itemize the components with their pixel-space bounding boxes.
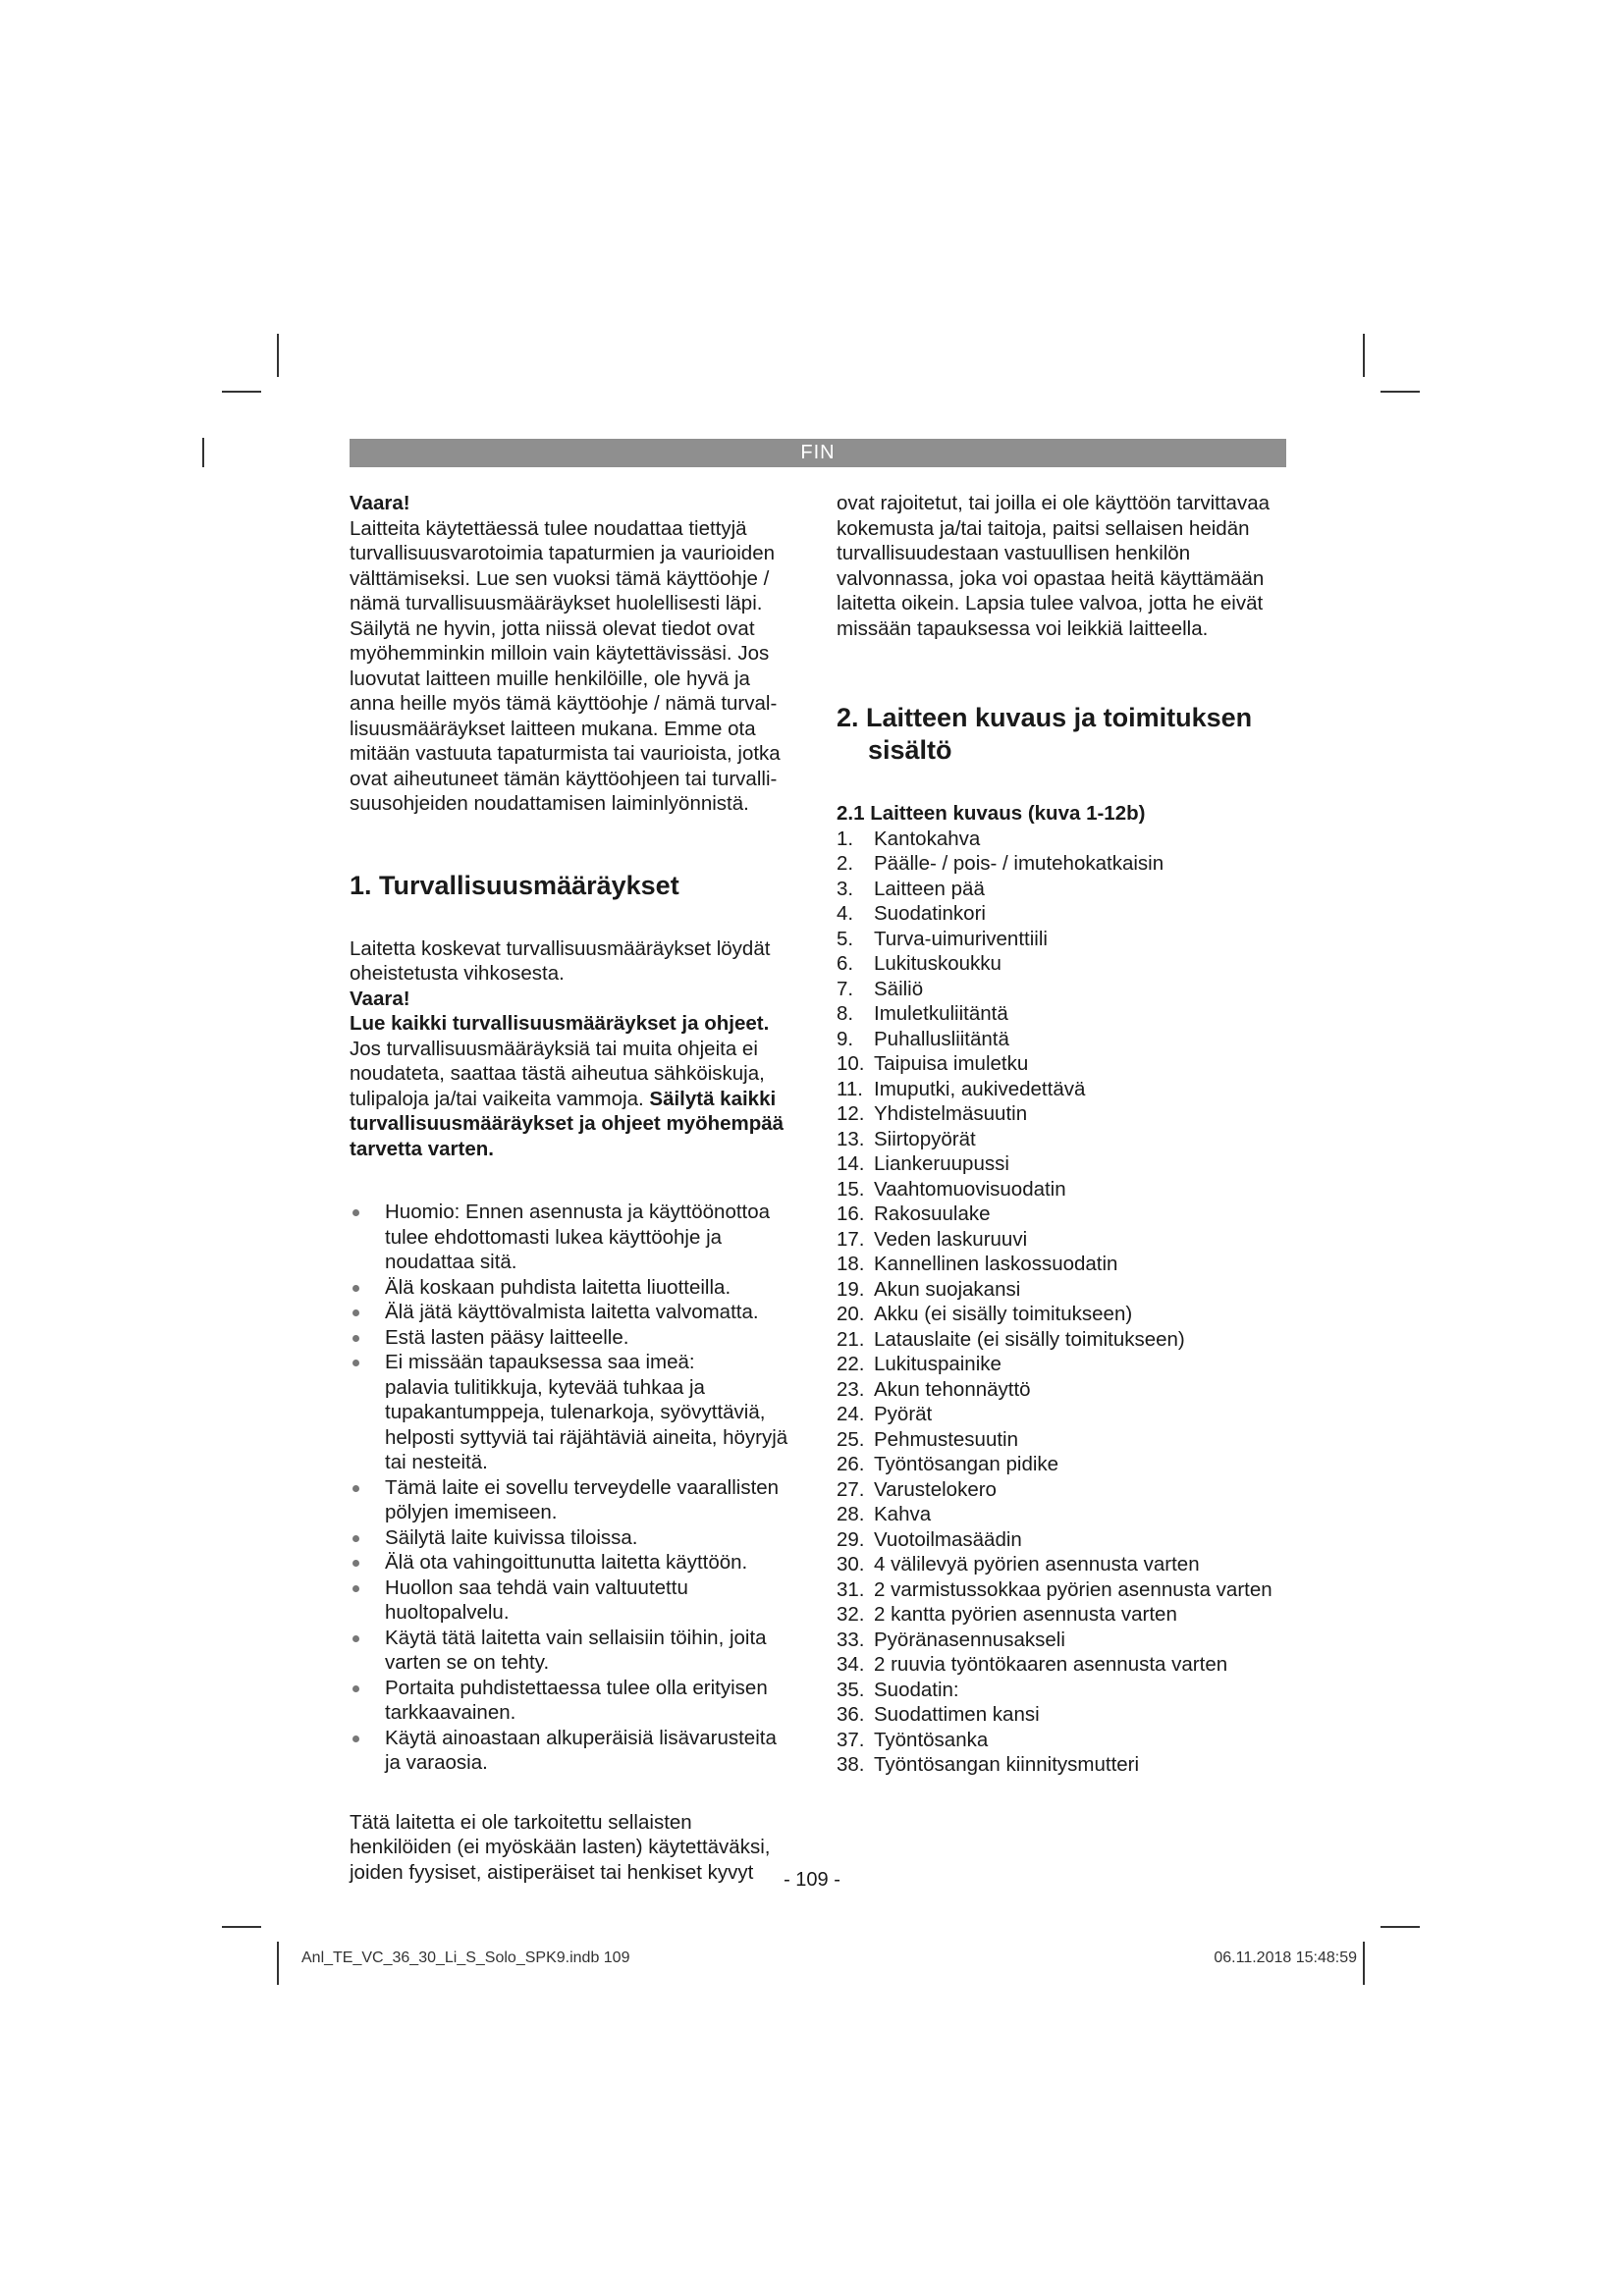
bullet-icon: [352, 1585, 359, 1592]
text-line: tai nesteitä.: [385, 1451, 488, 1473]
footer-datetime: 06.11.2018 15:48:59: [1214, 1949, 1357, 1966]
parts-list-item: [837, 1001, 1286, 1027]
list-item: [350, 1325, 801, 1351]
list-item: [350, 1200, 801, 1275]
part-number: 13.: [837, 1127, 865, 1150]
text-line: kokemusta ja/tai taitoja, paitsi sellaisen heidän: [837, 516, 1250, 540]
parts-list-item: [837, 1728, 1286, 1753]
text-line: valvonnassa, joka voi opastaa heitä käyttämään: [837, 566, 1265, 590]
parts-list-item: [837, 1077, 1286, 1102]
parts-list-item: [837, 1151, 1286, 1177]
parts-list-item: [837, 1628, 1286, 1653]
text-line: noudateta, saattaa tästä aiheutua sähköiskuja,: [350, 1062, 765, 1085]
parts-list-item: [837, 1427, 1286, 1453]
bullet-icon: [352, 1360, 359, 1366]
parts-list-item: [837, 901, 1286, 927]
part-label: Säiliö: [874, 977, 924, 1000]
part-label: Kantokahva: [874, 827, 981, 850]
parts-list-item: [837, 1302, 1286, 1327]
parts-list-item: [837, 1177, 1286, 1202]
text-line: välttämiseksi. Lue sen vuoksi tämä käyttöohje /: [350, 566, 770, 590]
text-line: Säilytä laite kuivissa tiloissa.: [385, 1525, 638, 1549]
part-number: 23.: [837, 1377, 865, 1401]
text-line: Huollon saa tehdä vain valtuutettu: [385, 1575, 688, 1599]
parts-list-item: [837, 951, 1286, 977]
list-item: [350, 1525, 801, 1551]
crop-mark: [277, 1942, 279, 1985]
parts-list-item: [837, 1577, 1286, 1603]
part-label: Kannellinen laskossuodatin: [874, 1253, 1118, 1275]
bullet-icon: [352, 1735, 359, 1742]
part-number: 31.: [837, 1577, 865, 1601]
text-line: turvallisuusvarotoimia tapaturmien ja vaurioiden: [350, 542, 775, 564]
list-item: [350, 1275, 801, 1301]
part-number: 3.: [837, 877, 854, 900]
parts-list-item: [837, 977, 1286, 1002]
part-label: Työntösangan kiinnitysmutteri: [874, 1753, 1140, 1776]
language-header-bar: [350, 439, 1286, 467]
bullet-icon: [352, 1285, 359, 1292]
text-line: pölyjen imemiseen.: [385, 1501, 558, 1523]
part-number: 35.: [837, 1678, 865, 1701]
text-line: noudattaa sitä.: [385, 1251, 517, 1273]
text-line: Säilytä ne hyvin, jotta niissä olevat tiedot ovat: [350, 616, 755, 640]
safety-bullet-list: [350, 1200, 801, 1776]
part-number: 5.: [837, 927, 854, 950]
text-line: Portaita puhdistettaessa tulee olla erityisen: [385, 1676, 768, 1699]
bullet-icon: [352, 1635, 359, 1642]
part-number: 33.: [837, 1628, 865, 1651]
parts-list-item: [837, 1051, 1286, 1077]
part-label: 2 ruuvia työntökaaren asennusta varten: [874, 1653, 1228, 1676]
parts-list-item: [837, 1678, 1286, 1703]
parts-list-item: [837, 1252, 1286, 1277]
text-line: nämä turvallisuusmääräykset huolellisesti läpi.: [350, 592, 763, 614]
part-number: 29.: [837, 1527, 865, 1551]
part-label: Lukituspainike: [874, 1353, 1001, 1375]
part-number: 26.: [837, 1453, 865, 1475]
part-number: 19.: [837, 1277, 865, 1301]
parts-list-item: [837, 1227, 1286, 1253]
parts-list-item: [837, 1702, 1286, 1728]
text-line: Laitteita käytettäessä tulee noudattaa tiettyjä: [350, 516, 747, 540]
title-line: 2. Laitteen kuvaus ja toimituksen: [837, 703, 1253, 732]
bullet-icon: [352, 1335, 359, 1342]
part-number: 1.: [837, 827, 854, 850]
warning-bold-line: Lue kaikki turvallisuusmääräykset ja ohjeet.: [350, 1012, 770, 1035]
part-number: 27.: [837, 1477, 865, 1501]
part-number: 24.: [837, 1403, 865, 1425]
part-label: Rakosuulake: [874, 1202, 991, 1225]
list-item: [350, 1350, 801, 1475]
part-label: Suodattimen kansi: [874, 1703, 1040, 1726]
parts-list-item: [837, 1201, 1286, 1227]
text-line: Älä ota vahingoittunutta laitetta käyttöön.: [385, 1551, 748, 1574]
part-number: 11.: [837, 1077, 863, 1100]
part-label: Työntösanka: [874, 1728, 989, 1751]
page-number: - 109 -: [784, 1869, 840, 1891]
text-line: Huomio: Ennen asennusta ja käyttöönottoa: [385, 1201, 771, 1223]
text-line: myöhemminkin milloin vain käytettävissäsi. Jos: [350, 642, 770, 665]
parts-list-item: [837, 1477, 1286, 1503]
list-item: [350, 1676, 801, 1726]
part-number: 12.: [837, 1102, 865, 1125]
text-line: ovat aiheutuneet tämän käyttöohjeen tai turvalli-: [350, 767, 778, 790]
part-label: Puhallusliitäntä: [874, 1027, 1009, 1050]
text-line: laitetta oikein. Lapsia tulee valvoa, jotta he eivät: [837, 592, 1264, 614]
parts-list-item: [837, 1377, 1286, 1403]
crop-mark: [1363, 334, 1365, 377]
text-line: Älä koskaan puhdista laitetta liuotteilla.: [385, 1275, 731, 1299]
part-label: Liankeruupussi: [874, 1152, 1009, 1175]
part-number: 16.: [837, 1202, 865, 1225]
parts-list-item: [837, 927, 1286, 952]
parts-list-item: [837, 1027, 1286, 1052]
part-label: Taipuisa imuletku: [874, 1052, 1029, 1075]
part-label: Akun tehonnäyttö: [874, 1377, 1031, 1401]
part-number: 32.: [837, 1603, 865, 1626]
parts-list-item: [837, 1402, 1286, 1427]
parts-list: [837, 827, 1286, 1778]
part-label: Päälle- / pois- / imutehokatkaisin: [874, 852, 1164, 875]
part-label: Vuotoilmasäädin: [874, 1527, 1022, 1551]
text-line: ovat rajoitetut, tai joilla ei ole käyttöön tarvittavaa: [837, 492, 1270, 514]
text-line: helposti syttyviä tai räjähtäviä aineita, höyryjä: [385, 1425, 788, 1449]
text-line: Estä lasten pääsy laitteelle.: [385, 1325, 629, 1349]
part-label: 2 kantta pyörien asennusta varten: [874, 1603, 1177, 1626]
text-line: tupakantumppeja, tulenarkoja, syövyttäviä,: [385, 1401, 766, 1423]
text-line: huoltopalvelu.: [385, 1601, 510, 1624]
text-line: Tämä laite ei sovellu terveydelle vaarallisten: [385, 1475, 780, 1499]
list-item: [350, 1575, 801, 1626]
language-label: FIN: [800, 442, 836, 463]
part-label: Pyöränasennusakseli: [874, 1628, 1065, 1651]
parts-list-item: [837, 877, 1286, 902]
part-label: Akun suojakansi: [874, 1277, 1021, 1301]
part-label: Akku (ei sisälly toimitukseen): [874, 1303, 1133, 1325]
bullet-icon: [352, 1535, 359, 1542]
part-number: 37.: [837, 1728, 865, 1751]
text-line: turvallisuudestaan vastuullisen henkilön: [837, 542, 1191, 564]
text-line: tulee ehdottomasti lukea käyttöohje ja: [385, 1225, 723, 1249]
part-label: Imuputki, aukivedettävä: [874, 1077, 1086, 1100]
intro-paragraph: [350, 516, 801, 817]
parts-list-item: [837, 1602, 1286, 1628]
part-label: Lukituskoukku: [874, 952, 1001, 975]
text-line: Käytä tätä laitetta vain sellaisiin töihin, joita: [385, 1626, 767, 1649]
parts-list-item: [837, 1277, 1286, 1303]
section-1-title: 1. Turvallisuusmääräykset: [350, 870, 679, 900]
text-line: ja varaosia.: [385, 1751, 488, 1774]
warning-title: Vaara!: [350, 987, 410, 1010]
part-label: 4 välilevyä pyörien asennusta varten: [874, 1553, 1200, 1575]
text-span: tulipaloja ja/tai vaikeita vammoja.: [350, 1087, 644, 1110]
part-label: Pehmustesuutin: [874, 1427, 1019, 1451]
part-label: Imuletkuliitäntä: [874, 1002, 1008, 1025]
crop-mark: [277, 334, 279, 377]
part-label: Työntösangan pidike: [874, 1453, 1059, 1475]
list-item: [350, 1626, 801, 1676]
part-label: Kahva: [874, 1503, 932, 1525]
crop-mark: [1380, 391, 1420, 393]
text-line: henkilöiden (ei myöskään lasten) käytettäväksi,: [350, 1836, 771, 1858]
text-line: missään tapauksessa voi leikkiä laitteella.: [837, 616, 1209, 640]
part-number: 20.: [837, 1303, 865, 1325]
part-number: 34.: [837, 1653, 865, 1676]
text-line: oheistetusta vihkosesta.: [350, 962, 565, 985]
text-line: tarkkaavainen.: [385, 1701, 516, 1724]
list-item: [350, 1300, 801, 1325]
part-label: Latauslaite (ei sisälly toimitukseen): [874, 1327, 1185, 1351]
part-label: Suodatin:: [874, 1678, 959, 1701]
part-number: 6.: [837, 952, 854, 975]
crop-mark: [202, 438, 204, 467]
text-line: turvallisuusmääräykset ja ohjeet myöhempää: [350, 1112, 785, 1135]
part-label: Turva-uimuriventtiili: [874, 927, 1048, 950]
continuation-paragraph: [837, 491, 1286, 641]
parts-list-item: [837, 1527, 1286, 1553]
text-line: joiden fyysiset, aistiperäiset tai henkiset kyvyt: [350, 1860, 754, 1884]
part-number: 9.: [837, 1027, 854, 1050]
subsection-2-1-title: 2.1 Laitteen kuvaus (kuva 1-12b): [837, 802, 1146, 825]
right-column: [837, 491, 1286, 1778]
part-number: 28.: [837, 1503, 865, 1525]
list-item: [350, 1726, 801, 1776]
intro-title: Vaara!: [350, 492, 410, 514]
text-line: Tätä laitetta ei ole tarkoitettu sellaisten: [350, 1810, 692, 1834]
text-line: lisuusmääräykset laitteen mukana. Emme ota: [350, 717, 756, 740]
part-number: 14.: [837, 1152, 865, 1175]
list-item: [350, 1475, 801, 1525]
bullet-icon: [352, 1209, 359, 1216]
bullet-icon: [352, 1309, 359, 1316]
crop-mark: [1363, 1942, 1365, 1985]
part-number: 8.: [837, 1002, 854, 1025]
part-label: Yhdistelmäsuutin: [874, 1102, 1028, 1125]
text-line: suusohjeiden noudattamisen laiminlyönnistä.: [350, 792, 749, 815]
parts-list-item: [837, 1127, 1286, 1152]
part-number: 25.: [837, 1427, 865, 1451]
text-line: Laitetta koskevat turvallisuusmääräykset löydät: [350, 936, 771, 960]
part-number: 38.: [837, 1753, 865, 1776]
text-line: [350, 1087, 801, 1112]
text-line: Ei missään tapauksessa saa imeä:: [385, 1351, 695, 1373]
parts-list-item: [837, 827, 1286, 852]
crop-mark: [1380, 1926, 1420, 1928]
crop-mark: [222, 1926, 261, 1928]
part-label: Veden laskuruuvi: [874, 1227, 1028, 1251]
parts-list-item: [837, 1352, 1286, 1377]
part-number: 22.: [837, 1353, 865, 1375]
text-line: Jos turvallisuusmääräyksiä tai muita ohjeita ei: [350, 1037, 758, 1060]
bullet-icon: [352, 1560, 359, 1567]
bullet-icon: [352, 1485, 359, 1492]
title-line: sisältö: [868, 735, 952, 765]
part-number: 36.: [837, 1703, 865, 1726]
text-span-bold: Säilytä kaikki: [649, 1087, 777, 1110]
part-number: 30.: [837, 1553, 865, 1575]
part-label: 2 varmistussokkaa pyörien asennusta varten: [874, 1577, 1272, 1601]
part-number: 15.: [837, 1177, 865, 1201]
text-line: Käytä ainoastaan alkuperäisiä lisävarusteita: [385, 1726, 777, 1749]
part-label: Suodatinkori: [874, 902, 986, 925]
left-column: [350, 491, 801, 1885]
crop-mark: [222, 391, 261, 393]
text-line: palavia tulitikkuja, kytevää tuhkaa ja: [385, 1375, 705, 1399]
list-item: [350, 1550, 801, 1575]
text-line: mitään vastuuta tapaturmista tai vaurioista, jotka: [350, 742, 781, 765]
parts-list-item: [837, 1552, 1286, 1577]
part-number: 17.: [837, 1227, 865, 1251]
part-label: Siirtopyörät: [874, 1127, 976, 1150]
footer-file-info: Anl_TE_VC_36_30_Li_S_Solo_SPK9.indb 109: [301, 1949, 630, 1966]
part-number: 21.: [837, 1327, 865, 1351]
warning-paragraph: [350, 1037, 801, 1162]
parts-list-item: [837, 1327, 1286, 1353]
section-1-intro: [350, 936, 801, 987]
text-line: tarvetta varten.: [350, 1137, 494, 1160]
parts-list-item: [837, 1101, 1286, 1127]
section-2-title: [837, 702, 1286, 767]
text-line: anna heille myös tämä käyttöohje / nämä turval-: [350, 692, 778, 715]
part-number: 2.: [837, 852, 854, 875]
part-label: Vaahtomuovisuodatin: [874, 1177, 1066, 1201]
text-line: Älä jätä käyttövalmista laitetta valvomatta.: [385, 1301, 759, 1323]
parts-list-item: [837, 1502, 1286, 1527]
part-label: Laitteen pää: [874, 877, 985, 900]
text-line: varten se on tehty.: [385, 1651, 550, 1674]
parts-list-item: [837, 1452, 1286, 1477]
parts-list-item: [837, 851, 1286, 877]
part-label: Varustelokero: [874, 1477, 997, 1501]
part-number: 4.: [837, 902, 854, 925]
parts-list-item: [837, 1752, 1286, 1778]
parts-list-item: [837, 1652, 1286, 1678]
bullet-icon: [352, 1685, 359, 1692]
part-number: 7.: [837, 977, 854, 1000]
text-line: luovutat laitteen muille henkilöille, ole hyvä ja: [350, 667, 750, 690]
part-number: 18.: [837, 1253, 865, 1275]
part-number: 10.: [837, 1052, 865, 1075]
part-label: Pyörät: [874, 1403, 933, 1425]
